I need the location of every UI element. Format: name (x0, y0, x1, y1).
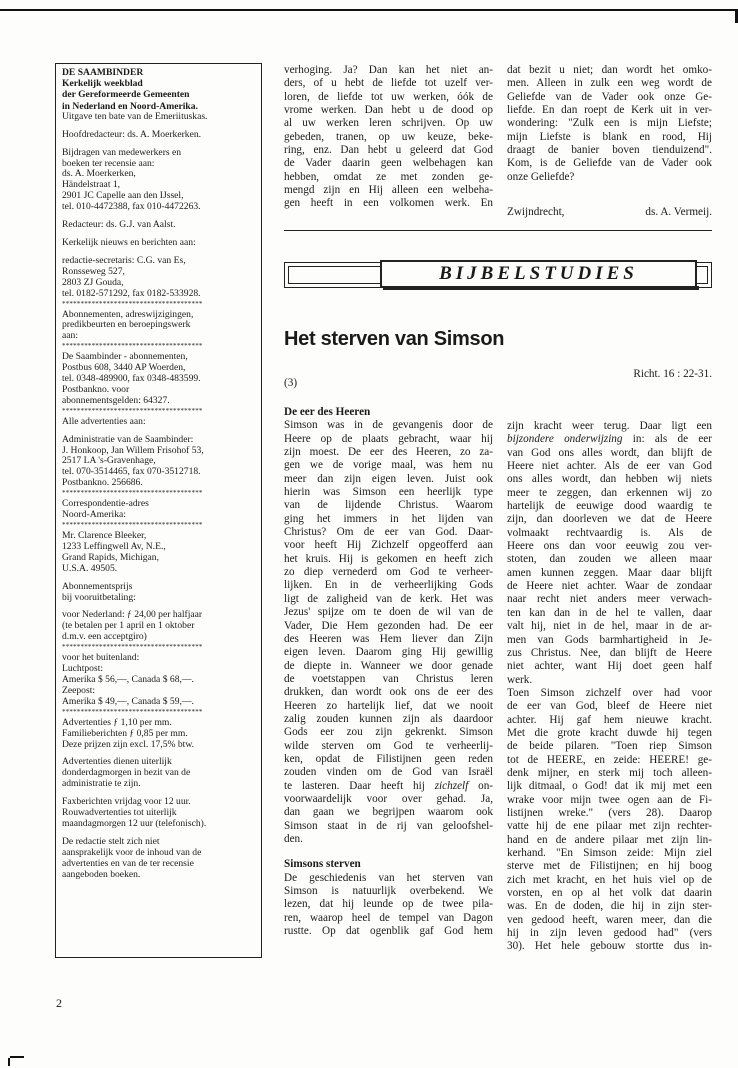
text-line: ders, of u hebt de liefde tot uzelf ver- (284, 77, 493, 90)
colophon-line: Abonnementen, adreswijzigingen, (62, 308, 194, 320)
text-line: vatte hij de ene pilaar met zijn rechter- (507, 820, 712, 833)
text-line: zijn moest. De eer des Heeren, zo za- (284, 446, 493, 459)
colophon-block (62, 757, 255, 790)
text-line: gen heeft in een volkomen werk. En (284, 197, 493, 210)
text-line: niet achter, want Hij doet geen half (507, 660, 712, 673)
colophon-line: ds. A. Moerkerken, (62, 168, 136, 180)
signature-author: ds. A. Vermeij. (645, 206, 712, 218)
text-line: kerhand. "En Simson zeide: Mijn ziel (507, 847, 712, 859)
colophon-header-note: Uitgave ten bate van de Emeriituskas. (62, 110, 208, 122)
text-line: achter. Hij gaf hem nieuwe kracht. (507, 713, 712, 726)
text-line: men. Alleen in zulk een weg wordt de (507, 77, 712, 90)
text-line: Vader, Die Hem gezonden had. De eer (284, 619, 493, 632)
text-line: Simson staat in de rij van geloofshel- (284, 819, 493, 832)
text-line: draagt de banier boven tienduizend". (507, 144, 712, 157)
colophon-line: Mr. Clarence Bleeker, (62, 530, 147, 541)
text-line: hartelijk de eeuwige dood waardig te (507, 500, 712, 513)
text-line: de Vader daarin geen welbehagen kan (284, 157, 493, 170)
text-line: voor heeft Hij Zichzelf opgeofferd aan (284, 539, 493, 552)
colophon-line: De Saambinder - abonnementen, (62, 351, 188, 363)
text-line: Kom, is de Geliefde van de Vader ook (507, 157, 712, 170)
colophon-line: voor Nederland: ƒ 24,00 per halfjaar (62, 609, 203, 621)
colophon-line: Postbus 608, 3440 AP Woerden, (62, 362, 186, 374)
text-line: sterve met de Filistijnen; en hij boog (507, 860, 712, 873)
colophon-line: Amerika $ 49,—, Canada $ 59,—. (62, 695, 194, 707)
colophon-block (62, 653, 255, 708)
text-line: hij in zijn leven gedood had" (vers (507, 927, 712, 940)
text-line: Geliefde van de Vader ook onze Ge- (507, 90, 712, 103)
colophon-line: administratie te zijn. (62, 778, 141, 790)
text-line: amen kunnen zeggen. Maar daar blijft (507, 566, 712, 579)
text-line: men van Gods barmhartigheid in Je- (507, 633, 712, 646)
colophon-separator: ************************************** (62, 707, 203, 716)
text-line: zalig zouden kunnen zijn als daardoor (284, 712, 493, 725)
colophon-header-line: DE SAAMBINDER (62, 67, 144, 78)
colophon-line: Händelstraat 1, (62, 179, 121, 191)
colophon-block (62, 417, 255, 428)
text-line: meer dan zijn eigen leven. Juist ook (284, 472, 493, 485)
article-column-1 (284, 406, 493, 938)
colophon-line: Postbankno. 256686. (62, 477, 143, 489)
text-line: van de lijdende Christus. Waarom (284, 499, 493, 512)
colophon-line: (te betalen per 1 april en 1 oktober (62, 620, 195, 632)
text-line: de Heere niet achter. Waar de zondaar (507, 580, 712, 593)
crop-mark (8, 1058, 10, 1066)
text-line: des Heeren was Hem liever dan Zijn (284, 632, 493, 645)
text-line: de diepte in. Wanneer we door genade (284, 659, 493, 672)
colophon-block (62, 130, 255, 141)
colophon-line: d.m.v. een acceptgiro) (62, 631, 147, 643)
colophon-line: redactie-secretaris: C.G. van Es, (62, 254, 186, 266)
colophon-line: Alle advertenties aan: (62, 415, 146, 427)
colophon-block (62, 610, 255, 643)
text-line: de voetstappen van Christus leren (284, 672, 493, 685)
colophon-line: Amerika $ 56,—, Canada $ 68,—. (62, 673, 194, 685)
colophon-line: abonnementsgelden: 64327. (62, 394, 170, 406)
text-line: eigen leven. Daarom ging Hij gewillig (284, 646, 493, 659)
colophon-line: maandagmorgen 12 uur (telefonisch). (62, 817, 207, 829)
colophon-line: aangeboden boeken. (62, 868, 141, 880)
text-line: liefde. En dan roept de Kerk uit in ver- (507, 104, 712, 117)
text-line: drukken, dan wordt ook ons de eer des (284, 686, 493, 699)
colophon-line: bij vooruitbetaling: (62, 591, 136, 603)
text-line: Heeren zo hartelijk lief, dat we nooit (284, 699, 493, 712)
colophon-line: Correspondentie-adres (62, 498, 149, 510)
colophon-separator: ************************************** (62, 643, 203, 652)
text-line: ging het immers in het lijden van (284, 512, 493, 525)
article-top-column-1 (284, 64, 493, 211)
text-line: te lasteren. Daar heeft hij zichzelf on- (284, 779, 494, 792)
colophon-line: advertenties en van de ter recensie (62, 857, 194, 869)
colophon-box (55, 63, 262, 958)
colophon-block (62, 499, 255, 521)
text-line: werk. (507, 673, 533, 686)
text-line: meer te zeggen, dan erkennen wij zo (507, 486, 712, 499)
colophon-header-line: der Gereformeerde Gemeenten (62, 89, 190, 101)
colophon-separator: ************************************** (62, 489, 203, 498)
colophon-line: Kerkelijk nieuws en berichten aan: (62, 236, 196, 248)
text-line: wilde sterven om God te verheerlij- (284, 739, 493, 752)
text-line: lijk ditmaal, o God! dat ik mij met een (507, 780, 712, 793)
colophon-line: tel. 0182-571292, fax 0182-533928. (62, 287, 201, 299)
text-line: vrome werken. Dan hebt u de dood op (284, 104, 493, 117)
text-line: lezen, dat hij leunde op de twee pila- (284, 898, 493, 911)
colophon-block (62, 797, 255, 830)
subheading: De eer des Heeren (284, 406, 371, 418)
text-line: gen we de vorige maal, was hem nu (284, 459, 493, 472)
colophon-header (62, 67, 255, 123)
text-line: wrake voor mijn twee ogen aan de Fi- (507, 793, 712, 806)
colophon-block (62, 531, 255, 575)
colophon-line: Bijdragen van medewerkers en (62, 146, 182, 158)
section-title: BIJBELSTUDIES (439, 263, 638, 284)
colophon-line: Deze prijzen zijn excl. 17,5% btw. (62, 738, 195, 750)
text-line: ten kan dan in de hel te vallen, daar (507, 606, 712, 619)
colophon-line: boeken ter recensie aan: (62, 157, 155, 169)
colophon-line: voor het buitenland: (62, 652, 140, 664)
colophon-line: Familieberichten ƒ 0,85 per mm. (62, 727, 188, 739)
colophon-separator: ************************************** (62, 406, 203, 415)
colophon-header-line: in Nederland en Noord-Amerika. (62, 100, 198, 112)
text-line: valt hij, niet in de hel, maar in de ar- (507, 620, 712, 633)
text-line: hand en de andere pilaar met zijn lin- (507, 833, 712, 846)
text-line: Christus? Om de eer van God. Daar- (284, 526, 493, 539)
colophon-line: tel. 0348-489900, fax 0348-483599. (62, 373, 201, 385)
text-line: Jezus' spijze om te doen de wil van de (284, 606, 493, 619)
colophon-line: Ronsseweg 527, (62, 265, 125, 277)
colophon-line: J. Honkoop, Jan Willem Frisohof 53, (62, 444, 204, 456)
colophon-line: Hoofdredacteur: ds. A. Moerkerken. (62, 128, 202, 140)
colophon-line: aan: (62, 330, 78, 342)
text-line: verhoging. Ja? Dan kan het niet an- (284, 64, 493, 76)
colophon-block (62, 310, 255, 343)
colophon-block (62, 148, 255, 213)
text-line: Simson is natuurlijk overbekend. We (284, 885, 493, 898)
colophon-block (62, 220, 255, 231)
top-rule (0, 9, 738, 11)
text-line: volmaakt rechtvaardig is. Als de (507, 526, 712, 539)
colophon-block (62, 238, 255, 249)
text-line: was. En de doden, die hij in zijn ster- (507, 900, 712, 913)
colophon-line: Noord-Amerika: (62, 509, 126, 521)
colophon-block (62, 256, 255, 300)
colophon-line: Faxberichten vrijdag voor 12 uur. (62, 796, 191, 808)
text-line: rustte. Op dat ogenblik gaf God hem (284, 925, 493, 938)
colophon-separator: ************************************** (62, 299, 203, 308)
text-line: zo diep vernederd om God te verheer- (284, 566, 493, 579)
text-fragment: zijn kracht weer terug. Daar ligt een (507, 420, 712, 432)
text-line: al uw werken leren schrijven. Op uw (284, 117, 493, 130)
colophon-line: Postbankno. voor (62, 383, 130, 395)
colophon-block (62, 435, 255, 490)
text-line: van God ons alles wordt, dan blijft de (507, 446, 712, 459)
colophon-line: 2803 ZJ Gouda, (62, 276, 124, 288)
text-line: dan gaan we begrijpen waarom ook (284, 806, 493, 819)
colophon-line: 2901 JC Capelle aan den IJssel, (62, 190, 184, 202)
colophon-line: aansprakelijk voor de inhoud van de (62, 846, 202, 858)
colophon-line: tel. 010-4472388, fax 010-4472263. (62, 201, 201, 213)
text-line: Heere op de plaats gebracht, waar hij (284, 432, 493, 445)
text-line: de eer van God, bleef de Heere niet (507, 700, 712, 713)
text-line: Toen Simson zichzelf over had voor (507, 686, 712, 699)
text-line: zouden vinden om de God van Israël (284, 766, 493, 779)
text-line: ligt de zaligheid van de kerk. Het was (284, 592, 493, 605)
text-line: zich met kracht, en het huis viel op de (507, 873, 712, 886)
colophon-block (62, 718, 255, 751)
text-line: wondering: "Zulk een is mijn Liefste; (507, 117, 712, 130)
colophon-line: Advertenties ƒ 1,10 per mm. (62, 716, 172, 728)
text-line: zijn, dan doorleven we dat de Heere (507, 513, 712, 526)
article-top-column-2 (507, 64, 712, 184)
colophon-separator: ************************************** (62, 521, 203, 529)
text-fragment: in: als de eer (632, 433, 712, 446)
colophon-line: donderdagmorgen in bezit van de (62, 767, 191, 779)
text-line: het kruis. Hij is gekomen en heeft zich (284, 552, 493, 565)
text-line: gebeden, tranen, op uw keuze, beke- (284, 130, 493, 143)
part-number: (3) (284, 377, 298, 389)
text-line (507, 420, 712, 433)
article-column-2 (507, 420, 712, 954)
text-line: hebben, omdat ze met zonden ge- (284, 170, 493, 183)
section-banner (284, 262, 712, 288)
article-title: Het sterven van Simson (284, 328, 505, 350)
colophon-line: 1233 Leffingwell Av, N.E., (62, 540, 166, 552)
text-line: Gods eer zou zijn gekrenkt. Simson (284, 726, 493, 739)
text-line: ven gedood heeft, waren meer, dan die (507, 913, 712, 926)
colophon-block (62, 352, 255, 407)
colophon-header-line: Kerkelijk weekblad (62, 78, 143, 90)
colophon-line: Rouwadvertenties tot uiterlijk (62, 807, 177, 819)
text-line (507, 433, 712, 446)
text-line: denk mijner, en sterk mij toch alleen- (507, 766, 712, 779)
colophon-block (62, 837, 255, 881)
page-number: 2 (56, 996, 62, 1010)
colophon-line: Administratie van de Saambinder: (62, 433, 194, 445)
colophon-line: tel. 070-3514465, fax 070-3512718. (62, 466, 201, 478)
text-line: voorwaardelijk voor over gehad. Ja, (284, 792, 493, 805)
text-line: ren, waarop heel de tempel van Dagon (284, 911, 493, 924)
text-line: De geschiedenis van het sterven van (284, 871, 493, 884)
text-line: Heere niet achter. Als de eer van God (507, 460, 712, 473)
text-line: stoten, dan zouden we alleen maar (507, 553, 712, 566)
colophon-line: 2517 LA 's-Gravenhage, (62, 455, 156, 467)
scripture-reference: Richt. 16 : 22-31. (633, 368, 712, 380)
colophon-line: Zeepost: (62, 684, 96, 696)
text-line: zus Christus. Nee, dan blijft de Heere (507, 646, 712, 659)
colophon-separator: ************************************** (62, 342, 203, 351)
spacer (284, 846, 493, 858)
text-line: Met die grote kracht duwde hij tegen (507, 726, 712, 739)
text-line: mengd zijn en Hij alleen een welbeha- (284, 184, 493, 197)
text-line: ring, enz. Dan hebt u geleerd dat God (284, 144, 493, 157)
colophon-line: Luchtpost: (62, 663, 104, 675)
text-line: de beide pilaren. "Toen riep Simson (507, 740, 712, 753)
text-line: Heere ons dan voor eeuwig zou ver- (507, 540, 712, 553)
colophon-line: De redactie stelt zich niet (62, 835, 160, 847)
colophon-line: Grand Rapids, Michigan, (62, 551, 159, 563)
text-line: den. (284, 833, 303, 845)
text-line: naar recht niet anders meer verwach- (507, 593, 712, 606)
text-line: dat bezit u niet; dan wordt het omko- (507, 64, 712, 76)
crop-mark (10, 1056, 24, 1058)
colophon-block (62, 582, 255, 604)
signature-place: Zwijndrecht, (507, 206, 565, 218)
text-fragment: on- (478, 779, 494, 792)
text-line: vorsten, en op al het volk dat daarin (507, 887, 712, 900)
colophon-line: predikbeurten en beroepingswerk (62, 319, 191, 331)
subheading: Simsons sterven (284, 858, 361, 871)
text-line: lijken. En in de verheerlijking Gods (284, 579, 493, 592)
text-line: listijnen wreke." (vers 28). Daarop (507, 806, 712, 819)
colophon-line: Advertenties dienen uiterlijk (62, 756, 172, 768)
signature-line (507, 206, 712, 218)
text-line: loren, de liefde tot uw werken, óók de (284, 90, 493, 103)
text-line: Simson was in de gevangenis door de (284, 419, 493, 432)
colophon-line: U.S.A. 49505. (62, 562, 118, 574)
emphasis: bijzondere onderwijzing (507, 433, 623, 446)
text-line: ken, opdat de Filistijnen geen reden (284, 752, 493, 765)
text-line: tot de HEERE, en zeide: HEERE! ge- (507, 753, 712, 766)
text-line: onze Geliefde? (507, 170, 575, 183)
text-line: mijn Liefste is blank en rood, Hij (507, 130, 712, 143)
article-divider (284, 230, 712, 231)
colophon-line: Abonnementsprijs (62, 580, 133, 592)
text-line: ons alles wordt, dan hebben wij niets (507, 473, 712, 486)
colophon-line: Redacteur: ds. G.J. van Aalst. (62, 219, 176, 231)
emphasis: zichzelf (434, 779, 469, 792)
text-line: hierin was Simson een heerlijk type (284, 486, 493, 499)
text-line: 30). Het hele gebouw stortte dus in- (507, 940, 712, 953)
